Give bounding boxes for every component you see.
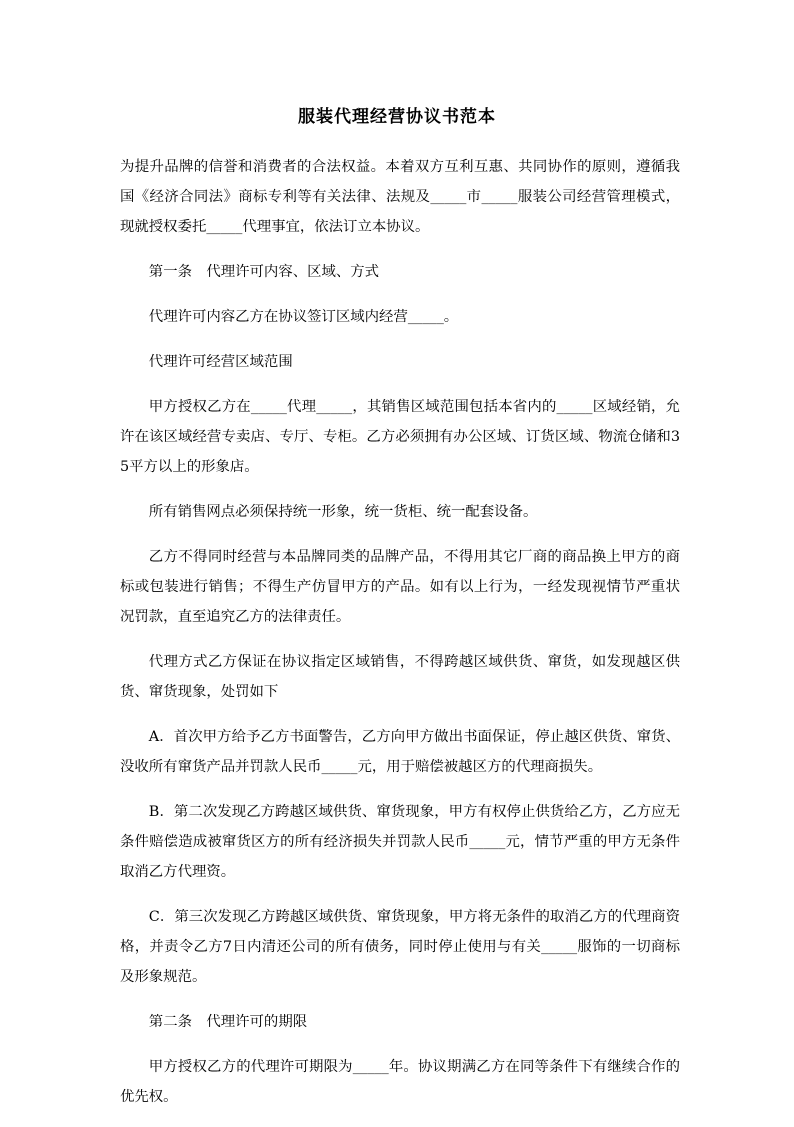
article-one-heading: 第一条 代理许可内容、区域、方式 xyxy=(148,264,380,280)
paragraph-authorization: 甲方授权乙方在_____代理_____，其销售区域范围包括本省内的_____区域经销，允许在该区域经营专卖店、专厅、专柜。乙方必须拥有办公区域、订货区域、物流仓储和35平方以上的形象店。 xyxy=(120,399,680,475)
article-two-heading: 第二条 代理许可的期限 xyxy=(148,1014,308,1030)
paragraph-license-term: 甲方授权乙方的代理许可期限为_____年。协议期满乙方在同等条件下有继续合作的优先权。 xyxy=(120,1059,680,1105)
document-body xyxy=(120,152,680,1127)
paragraph-license-content: 代理许可内容乙方在协议签订区域内经营_____。 xyxy=(148,309,459,325)
paragraph-agency-method: 代理方式乙方保证在协议指定区域销售，不得跨越区域供货、窜货，如发现越区供货、窜货现象，处罚如下 xyxy=(120,654,680,700)
penalty-clause-c: C．第三次发现乙方跨越区域供货、窜货现象，甲方将无条件的取消乙方的代理商资格，并责令乙方7日内清还公司的所有债务，同时停止使用与有关_____服饰的一切商标及形象规范。 xyxy=(120,909,680,985)
document-title: 服装代理经营协议书范本 xyxy=(298,107,496,127)
paragraph-license-region: 代理许可经营区域范围 xyxy=(148,354,293,370)
paragraph-competing-brands: 乙方不得同时经营与本品牌同类的品牌产品，不得用其它厂商的商品换上甲方的商标或包装进行销售；不得生产仿冒甲方的产品。如有以上行为，一经发现视情节严重状况罚款，直至追究乙方的法律责任。 xyxy=(120,549,680,625)
penalty-clause-a: A．首次甲方给予乙方书面警告，乙方向甲方做出书面保证，停止越区供货、窜货、没收所有窜货产品并罚款人民币_____元，用于赔偿被越区方的代理商损失。 xyxy=(120,729,680,775)
penalty-clause-b: B．第二次发现乙方跨越区域供货、窜货现象，甲方有权停止供货给乙方，乙方应无条件赔偿造成被窜货区方的所有经济损失并罚款人民币_____元，情节严重的甲方无条件取消乙方代理资。 xyxy=(120,804,680,880)
preamble-paragraph: 为提升品牌的信誉和消费者的合法权益。本着双方互利互惠、共同协作的原则，遵循我国《经济合同法》商标专利等有关法律、法规及_____市_____服装公司经营管理模式，现就授权委托_____代理事宜，依法订立本协议。 xyxy=(120,159,680,235)
paragraph-unified-image: 所有销售网点必须保持统一形象，统一货柜、统一配套设备。 xyxy=(148,504,538,520)
